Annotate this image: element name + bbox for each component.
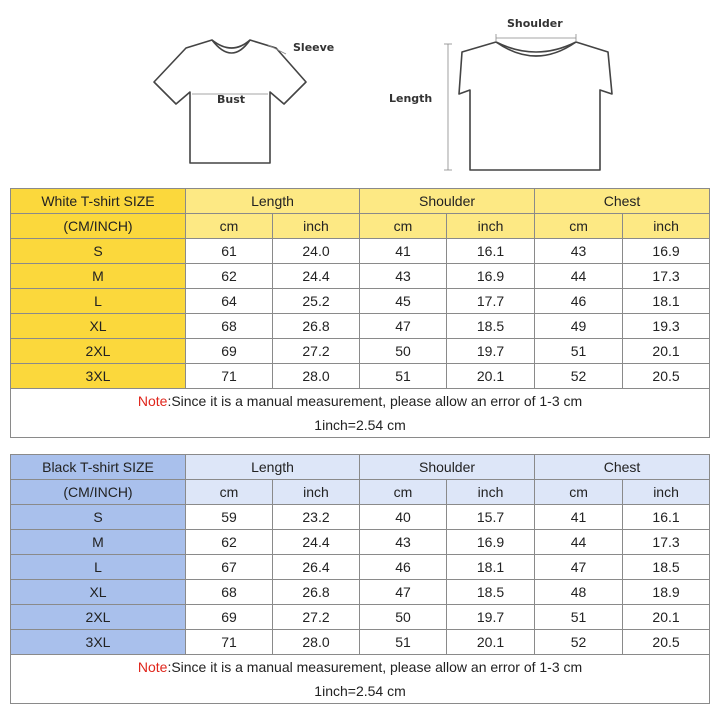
length-inch-cell: 24.4 (273, 530, 360, 555)
unit-header: inch (273, 214, 360, 239)
conversion-row (11, 679, 710, 704)
shoulder-inch-cell: 20.1 (447, 630, 535, 655)
chest-inch-cell: 17.3 (623, 264, 710, 289)
chest-cm-cell: 43 (535, 239, 623, 264)
length-inch-cell: 26.4 (273, 555, 360, 580)
note-prefix: Note (137, 393, 168, 409)
table-row (11, 505, 710, 530)
shoulder-inch-cell: 16.9 (447, 530, 535, 555)
size-label: XL (11, 580, 186, 605)
shoulder-cm-cell: 51 (360, 630, 447, 655)
shoulder-cm-cell: 46 (360, 555, 447, 580)
chest-cm-cell: 44 (535, 530, 623, 555)
unit-conversion: 1inch=2.54 cm (11, 679, 710, 704)
note-text: :Since it is a manual measurement, please allow an error of 1-3 cm (167, 393, 583, 409)
size-label: L (11, 289, 186, 314)
note-prefix: Note (137, 659, 168, 675)
shoulder-inch-cell: 20.1 (447, 364, 535, 389)
size-label: M (11, 264, 186, 289)
table-row (11, 364, 710, 389)
length-cm-cell: 68 (186, 314, 273, 339)
length-cm-cell: 67 (186, 555, 273, 580)
length-inch-cell: 25.2 (273, 289, 360, 314)
chest-cm-cell: 47 (535, 555, 623, 580)
chest-cm-cell: 52 (535, 630, 623, 655)
group-header-chest: Chest (535, 189, 710, 214)
shoulder-inch-cell: 18.5 (447, 580, 535, 605)
shoulder-cm-cell: 47 (360, 314, 447, 339)
sleeve-label: Sleeve (293, 41, 335, 54)
chest-inch-cell: 18.9 (623, 580, 710, 605)
conversion-row (11, 413, 710, 438)
chest-inch-cell: 19.3 (623, 314, 710, 339)
table-header-row (11, 455, 710, 480)
length-cm-cell: 64 (186, 289, 273, 314)
chest-cm-cell: 44 (535, 264, 623, 289)
unit-header: inch (623, 480, 710, 505)
right-tshirt-outline (459, 42, 612, 170)
unit-header: inch (273, 480, 360, 505)
table-header-row (11, 189, 710, 214)
shoulder-cm-cell: 47 (360, 580, 447, 605)
size-label: 2XL (11, 605, 186, 630)
unit-header: cm (535, 480, 623, 505)
length-inch-cell: 27.2 (273, 605, 360, 630)
length-inch-cell: 28.0 (273, 364, 360, 389)
table-units-row (11, 480, 710, 505)
table-row (11, 630, 710, 655)
shoulder-inch-cell: 19.7 (447, 339, 535, 364)
unit-header: cm (360, 214, 447, 239)
shoulder-cm-cell: 51 (360, 364, 447, 389)
chest-cm-cell: 51 (535, 339, 623, 364)
length-cm-cell: 59 (186, 505, 273, 530)
table-row (11, 289, 710, 314)
length-inch-cell: 26.8 (273, 580, 360, 605)
table-row (11, 314, 710, 339)
chest-cm-cell: 49 (535, 314, 623, 339)
length-inch-cell: 23.2 (273, 505, 360, 530)
length-inch-cell: 24.4 (273, 264, 360, 289)
chest-cm-cell: 46 (535, 289, 623, 314)
length-cm-cell: 71 (186, 364, 273, 389)
table-subtitle: (CM/INCH) (11, 214, 186, 239)
unit-conversion: 1inch=2.54 cm (11, 413, 710, 438)
table-row (11, 605, 710, 630)
shoulder-cm-cell: 43 (360, 264, 447, 289)
chest-cm-cell: 48 (535, 580, 623, 605)
table-units-row (11, 214, 710, 239)
table-title: White T-shirt SIZE (11, 189, 186, 214)
unit-header: cm (186, 214, 273, 239)
shoulder-cm-cell: 50 (360, 339, 447, 364)
size-label: XL (11, 314, 186, 339)
length-cm-cell: 69 (186, 605, 273, 630)
shoulder-cm-cell: 40 (360, 505, 447, 530)
group-header-shoulder: Shoulder (360, 455, 535, 480)
chest-inch-cell: 16.1 (623, 505, 710, 530)
shoulder-inch-cell: 18.5 (447, 314, 535, 339)
table-row (11, 339, 710, 364)
length-inch-cell: 26.8 (273, 314, 360, 339)
unit-header: inch (447, 214, 535, 239)
group-header-length: Length (186, 455, 360, 480)
length-cm-cell: 62 (186, 530, 273, 555)
shoulder-label: Shoulder (507, 17, 563, 30)
bust-label: Bust (217, 93, 246, 106)
length-cm-cell: 61 (186, 239, 273, 264)
shoulder-inch-cell: 16.9 (447, 264, 535, 289)
shoulder-cm-cell: 50 (360, 605, 447, 630)
group-header-length: Length (186, 189, 360, 214)
size-label: M (11, 530, 186, 555)
unit-header: inch (447, 480, 535, 505)
size-label: S (11, 505, 186, 530)
size-label: 3XL (11, 630, 186, 655)
length-label: Length (389, 92, 433, 105)
white-tshirt-size-table (10, 188, 710, 438)
note-row (11, 389, 710, 414)
size-label: 2XL (11, 339, 186, 364)
shoulder-inch-cell: 18.1 (447, 555, 535, 580)
table-subtitle: (CM/INCH) (11, 480, 186, 505)
length-inch-cell: 27.2 (273, 339, 360, 364)
chest-inch-cell: 20.5 (623, 364, 710, 389)
chest-cm-cell: 41 (535, 505, 623, 530)
shoulder-inch-cell: 17.7 (447, 289, 535, 314)
chest-inch-cell: 20.1 (623, 605, 710, 630)
shoulder-cm-cell: 45 (360, 289, 447, 314)
chest-cm-cell: 51 (535, 605, 623, 630)
tshirt-outlines (0, 0, 720, 182)
length-cm-cell: 68 (186, 580, 273, 605)
table-row (11, 555, 710, 580)
shoulder-inch-cell: 19.7 (447, 605, 535, 630)
unit-header: inch (623, 214, 710, 239)
length-cm-cell: 62 (186, 264, 273, 289)
table-row (11, 580, 710, 605)
unit-header: cm (186, 480, 273, 505)
shoulder-cm-cell: 43 (360, 530, 447, 555)
size-label: L (11, 555, 186, 580)
size-label: S (11, 239, 186, 264)
length-cm-cell: 71 (186, 630, 273, 655)
chest-inch-cell: 20.5 (623, 630, 710, 655)
measurement-note (11, 389, 710, 414)
shoulder-inch-cell: 16.1 (447, 239, 535, 264)
table-row (11, 239, 710, 264)
unit-header: cm (535, 214, 623, 239)
size-label: 3XL (11, 364, 186, 389)
note-text: :Since it is a manual measurement, please allow an error of 1-3 cm (167, 659, 583, 675)
unit-header: cm (360, 480, 447, 505)
group-header-chest: Chest (535, 455, 710, 480)
table-row (11, 264, 710, 289)
measurement-note (11, 655, 710, 680)
black-tshirt-size-table (10, 454, 710, 704)
length-cm-cell: 69 (186, 339, 273, 364)
shoulder-inch-cell: 15.7 (447, 505, 535, 530)
chest-inch-cell: 17.3 (623, 530, 710, 555)
shoulder-cm-cell: 41 (360, 239, 447, 264)
chest-inch-cell: 18.5 (623, 555, 710, 580)
chest-cm-cell: 52 (535, 364, 623, 389)
note-row (11, 655, 710, 680)
group-header-shoulder: Shoulder (360, 189, 535, 214)
chest-inch-cell: 18.1 (623, 289, 710, 314)
table-row (11, 530, 710, 555)
table-title: Black T-shirt SIZE (11, 455, 186, 480)
chest-inch-cell: 20.1 (623, 339, 710, 364)
length-inch-cell: 28.0 (273, 630, 360, 655)
length-inch-cell: 24.0 (273, 239, 360, 264)
measurement-diagram (0, 0, 720, 182)
chest-inch-cell: 16.9 (623, 239, 710, 264)
